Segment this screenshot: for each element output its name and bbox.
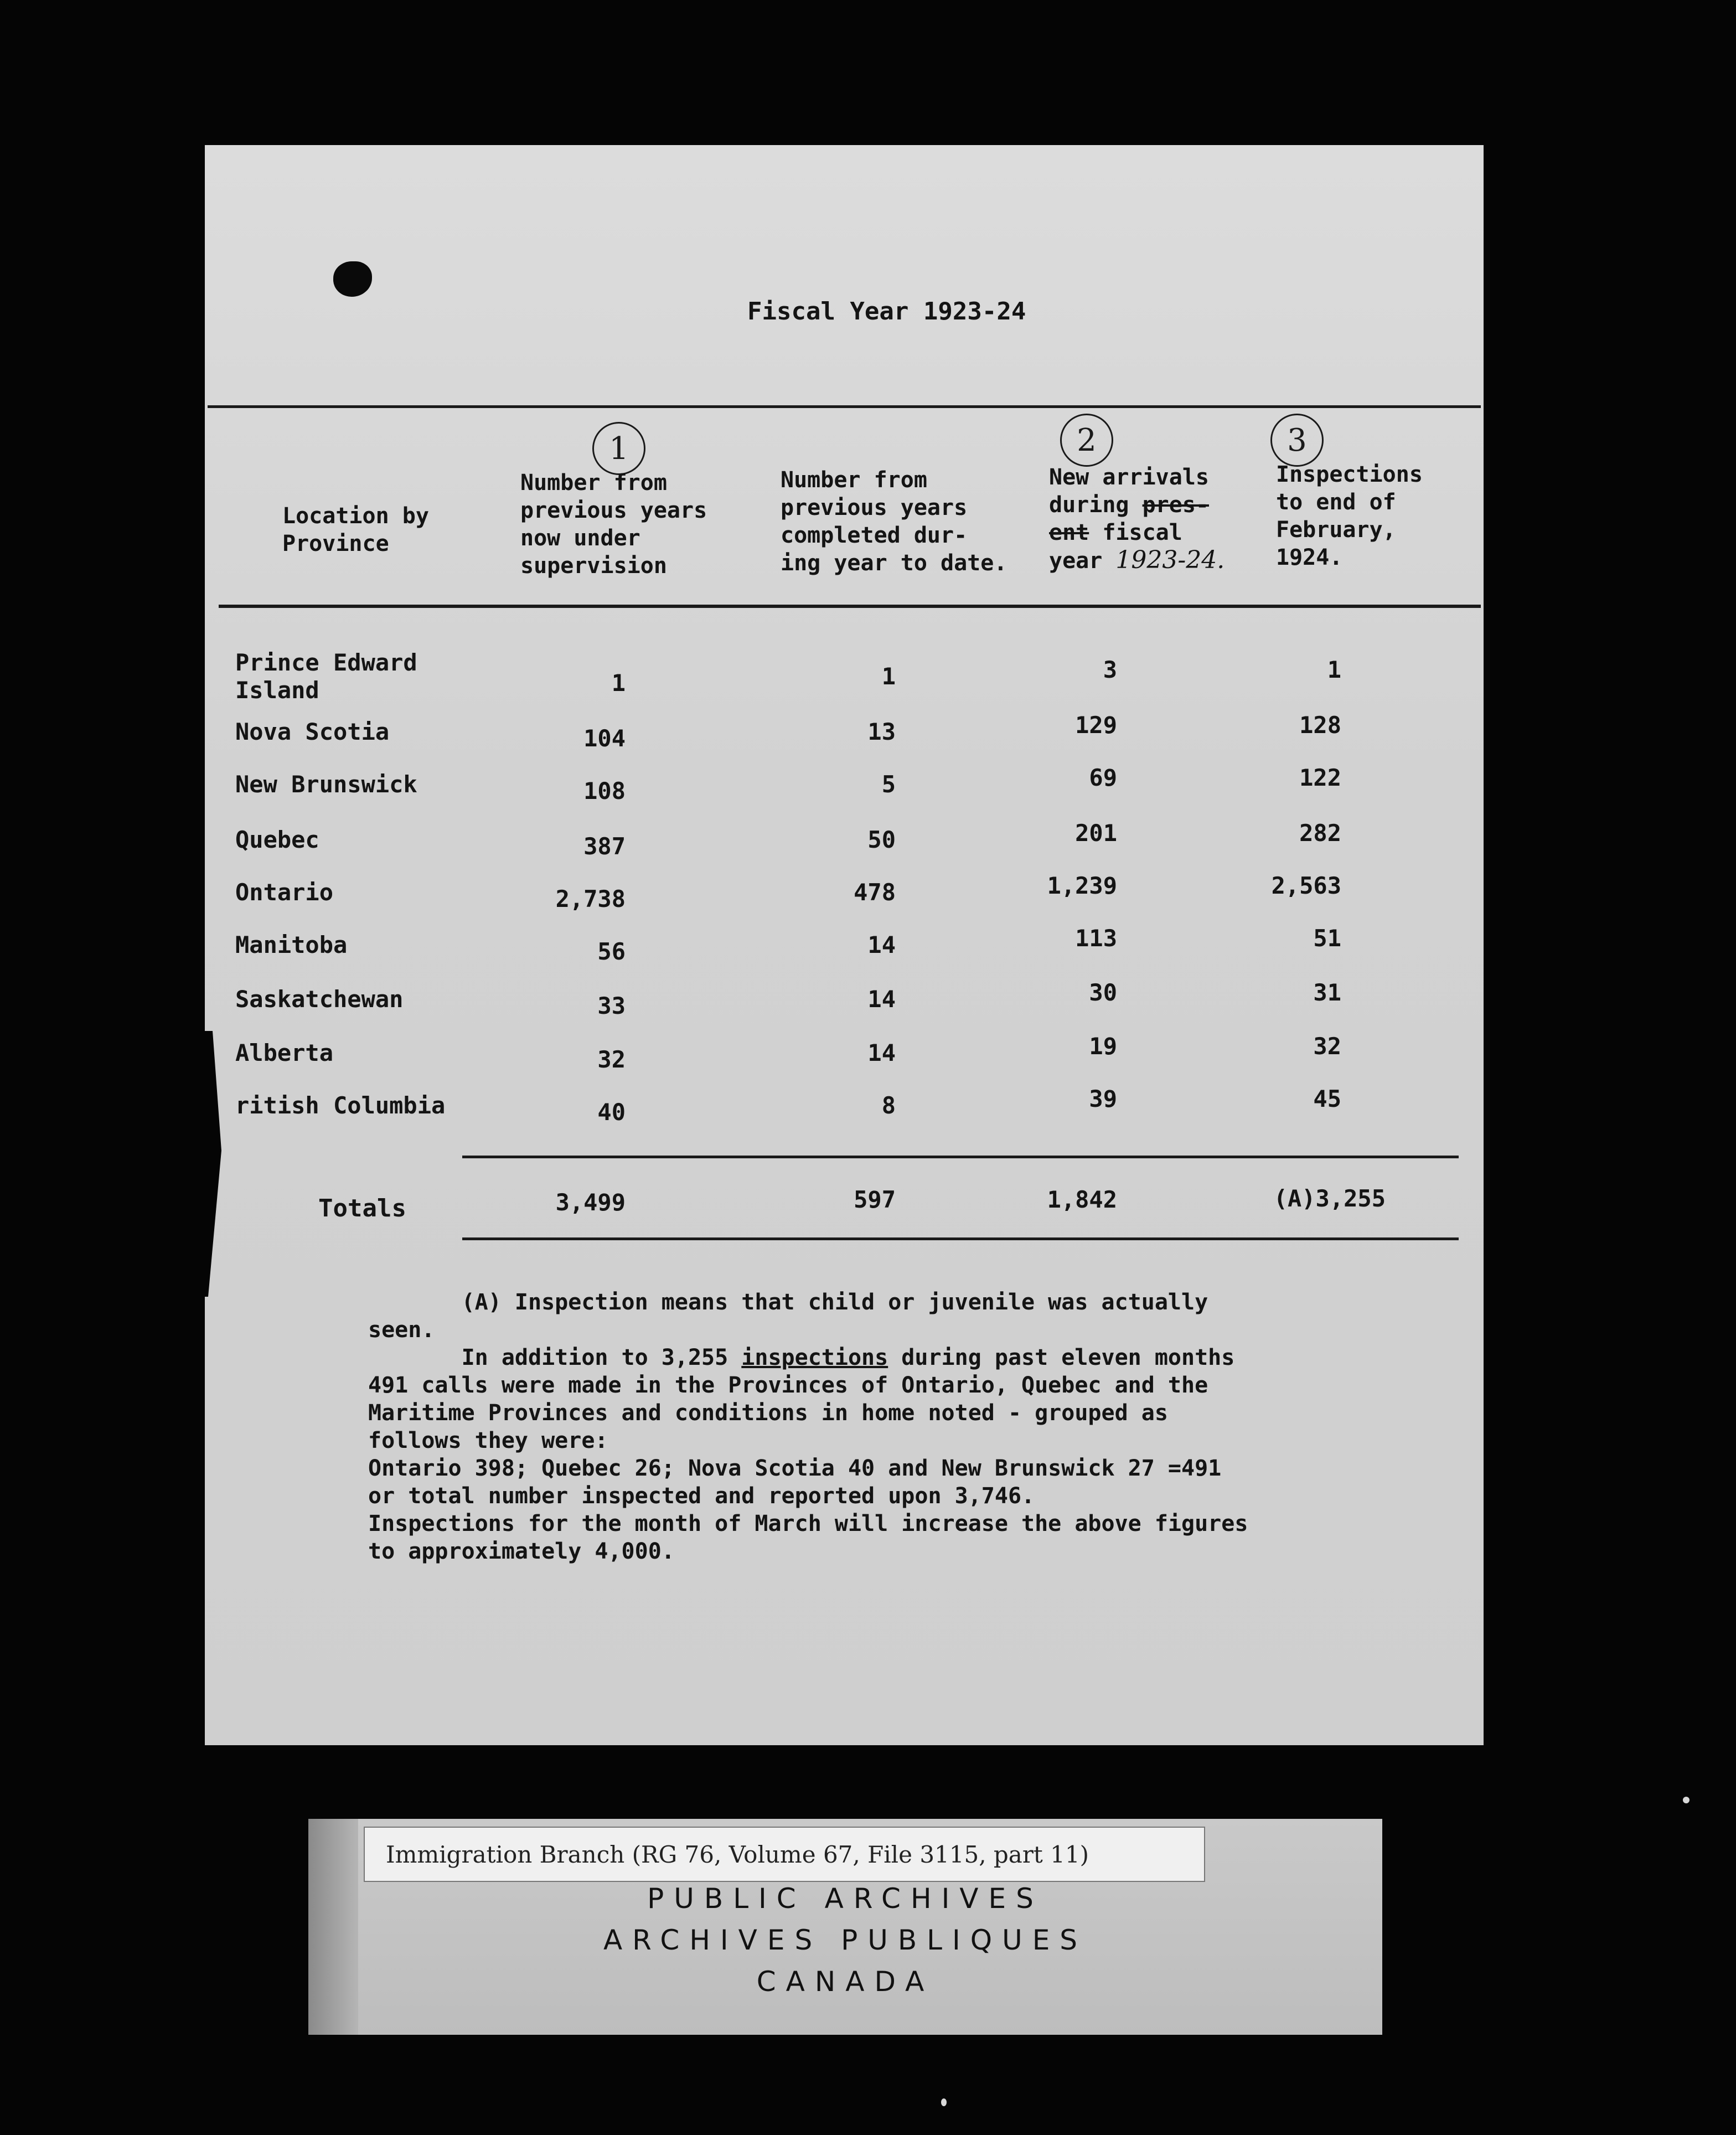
note-line-5: Maritime Provinces and conditions in home noted - grouped as (368, 1400, 1168, 1426)
cell-col2: 1 (881, 663, 896, 690)
note-line-8: or total number inspected and reported upon 3,746. (368, 1483, 1035, 1509)
header-col1: Number from previous years now under supervision (520, 470, 707, 579)
cell-col4: 2,563 (1271, 872, 1341, 899)
cell-col2: 478 (854, 879, 896, 906)
cell-col4: 45 (1313, 1085, 1341, 1112)
cell-col3: 201 (1075, 819, 1117, 847)
cell-col2: 14 (867, 931, 896, 958)
cell-col2: 13 (867, 718, 896, 745)
header-col3-handwritten-year: 1923-24. (1115, 546, 1225, 574)
header-col3-struck-ent: ent (1049, 520, 1089, 545)
header-col3-during: during (1049, 492, 1143, 518)
totals-label: Totals (318, 1194, 406, 1223)
cell-col4: 31 (1313, 979, 1341, 1006)
cell-col1: 104 (583, 725, 626, 752)
cell-col4: 1 (1327, 656, 1341, 683)
cell-col1: 1 (611, 669, 626, 697)
note-line-9: Inspections for the month of March will increase the above figures (368, 1511, 1248, 1536)
cell-col3: 3 (1103, 656, 1117, 683)
dust-speck (1683, 1797, 1690, 1803)
note-line-3b: during past eleven months (888, 1345, 1235, 1370)
header-col3-line1: New arrivals (1049, 465, 1209, 490)
note-line-1: (A) Inspection means that child or juvenile was actually (368, 1290, 1208, 1315)
cell-col3: 19 (1089, 1033, 1117, 1060)
totals-top-rule (462, 1156, 1459, 1158)
note-line-2: seen. (368, 1317, 435, 1343)
header-col3-fiscal: fiscal (1089, 520, 1182, 545)
cell-col3: 1,239 (1047, 872, 1117, 899)
cell-col3: 69 (1089, 764, 1117, 791)
totals-col3: 1,842 (1047, 1186, 1117, 1213)
cell-col2: 8 (881, 1092, 896, 1119)
province-name: Saskatchewan (235, 986, 404, 1013)
note-line-4: 491 calls were made in the Provinces of Ontario, Quebec and the (368, 1373, 1208, 1398)
document-page (205, 145, 1484, 1745)
table-top-rule (208, 405, 1481, 408)
cell-col1: 387 (583, 833, 626, 860)
province-name: Ontario (235, 879, 334, 906)
header-col3-year: year (1049, 548, 1116, 574)
header-col2: Number from previous years completed dur- ing year to date. (781, 467, 1008, 576)
archives-line-1: PUBLIC ARCHIVES (647, 1883, 1043, 1915)
archive-label-card (308, 1819, 1382, 2035)
note-line-3a: In addition to 3,255 (368, 1345, 742, 1370)
archive-reference: Immigration Branch (RG 76, Volume 67, File 3115, part 11) (364, 1827, 1205, 1882)
province-name: Alberta (235, 1039, 334, 1066)
cell-col1: 32 (597, 1046, 626, 1073)
totals-col1: 3,499 (555, 1189, 626, 1216)
cell-col1: 2,738 (555, 885, 626, 912)
cell-col4: 282 (1299, 819, 1341, 847)
cell-col1: 56 (597, 938, 626, 965)
province-name: Nova Scotia (235, 718, 390, 745)
cell-col3: 39 (1089, 1085, 1117, 1112)
totals-col4: (A)3,255 (1273, 1185, 1386, 1212)
punch-hole (333, 261, 372, 297)
cell-col4: 128 (1299, 711, 1341, 739)
archives-line-2: ARCHIVES PUBLIQUES (603, 1924, 1088, 1956)
note-line-7: Ontario 398; Quebec 26; Nova Scotia 40 and New Brunswick 27 =491 (368, 1456, 1222, 1481)
header-col3-struck-pres: pres- (1142, 492, 1209, 518)
cell-col3: 113 (1075, 925, 1117, 952)
cell-col3: 30 (1089, 979, 1117, 1006)
province-name: Manitoba (235, 931, 348, 958)
document-title: Fiscal Year 1923-24 (747, 297, 1026, 326)
cell-col3: 129 (1075, 711, 1117, 739)
cell-col2: 5 (881, 771, 896, 798)
totals-bottom-rule (462, 1237, 1459, 1240)
cell-col1: 40 (597, 1099, 626, 1126)
note-line-6: follows they were: (368, 1428, 608, 1453)
note-underlined-inspections: inspections (741, 1345, 888, 1370)
cell-col1: 33 (597, 992, 626, 1019)
header-bottom-rule (219, 605, 1481, 608)
cell-col2: 14 (867, 1039, 896, 1066)
totals-col2: 597 (854, 1186, 896, 1213)
cell-col2: 14 (867, 986, 896, 1013)
cell-col4: 51 (1313, 925, 1341, 952)
header-col3 (1049, 463, 1224, 575)
province-name: Quebec (235, 826, 319, 853)
cell-col4: 122 (1299, 764, 1341, 791)
header-location: Location by Province (282, 503, 429, 556)
circled-number-3: 3 (1270, 414, 1324, 467)
footnote-text (368, 1288, 1448, 1565)
province-name: New Brunswick (235, 771, 417, 798)
province-name: ritish Columbia (235, 1092, 446, 1119)
circled-number-1: 1 (592, 422, 645, 475)
note-line-10: to approximately 4,000. (368, 1539, 675, 1564)
cell-col1: 108 (583, 777, 626, 805)
circled-number-2: 2 (1060, 414, 1113, 467)
province-name: Prince Edward Island (235, 649, 417, 704)
header-col4: Inspections to end of February, 1924. (1276, 462, 1423, 570)
cell-col4: 32 (1313, 1033, 1341, 1060)
cell-col2: 50 (867, 826, 896, 853)
archives-line-3: CANADA (756, 1966, 934, 1998)
dust-speck (941, 2098, 947, 2106)
